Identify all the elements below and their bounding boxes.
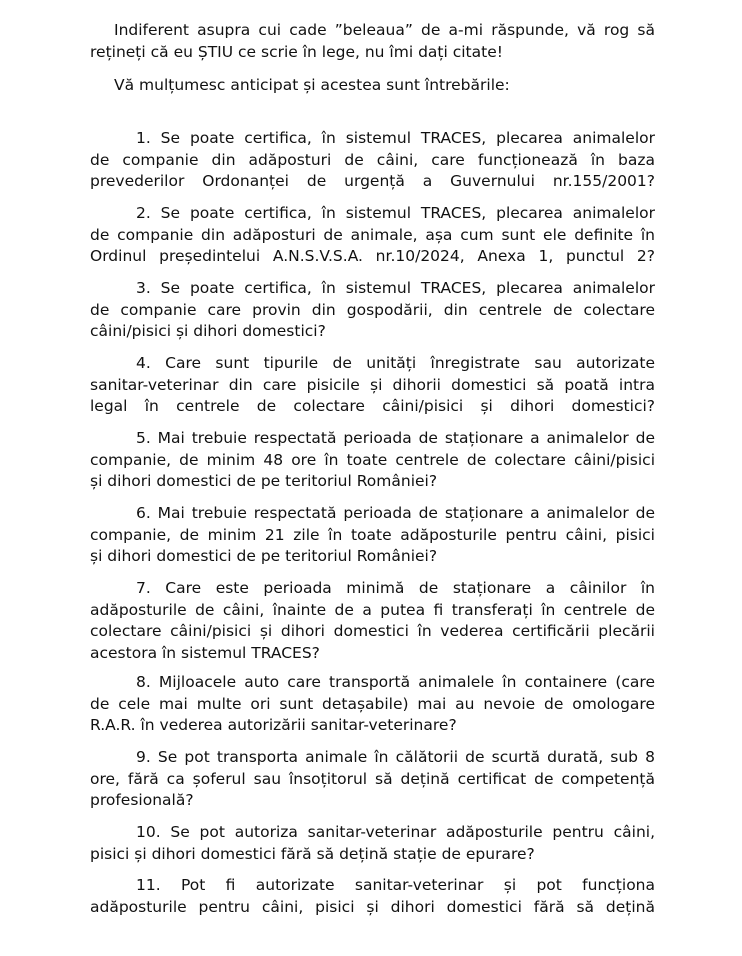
text-line: 4. Care sunt tipurile de unități înregistrate sau autorizate (136, 354, 655, 372)
text-line: ore, fără ca șoferul sau însoțitorul să dețină certificat de competență (90, 769, 655, 788)
question-4 (90, 353, 655, 418)
question-6 (90, 503, 655, 568)
thanks-paragraph (90, 75, 655, 97)
text-line: prevederilor Ordonanței de urgență a Guvernului nr.155/2001? (90, 172, 655, 190)
question-3 (90, 278, 655, 343)
question-11 (90, 875, 655, 918)
text-line: companie, de minim 21 zile în toate adăposturile pentru câini, pisici (90, 525, 655, 544)
text-line: legal în centrele de colectare câini/pisici și dihori domestici? (90, 397, 655, 415)
text-line: 6. Mai trebuie respectată perioada de staționare a animalelor de (136, 504, 655, 522)
text-line: Indiferent asupra cui cade ”beleaua” de a-mi răspunde, vă rog să (114, 21, 655, 39)
question-10 (90, 822, 655, 865)
text-line: 5. Mai trebuie respectată perioada de staționare a animalelor de (136, 429, 655, 447)
text-line: colectare câini/pisici și dihori domestici în vederea certificării plecării (90, 622, 655, 640)
text-line: de companie din adăposturi de animale, așa cum sunt ele definite în (90, 225, 655, 244)
text-line: 1. Se poate certifica, în sistemul TRACES, plecarea animalelor (136, 129, 655, 147)
question-5 (90, 428, 655, 493)
intro-paragraph (90, 20, 655, 63)
text-line: pisici și dihori domestici fără să dețină stație de epurare? (90, 844, 535, 863)
text-line: 11. Pot fi autorizate sanitar-veterinar și pot funcționa (136, 876, 655, 894)
text-line: profesională? (90, 791, 194, 809)
question-2 (90, 203, 655, 268)
text-line: 3. Se poate certifica, în sistemul TRACES, plecarea animalelor (136, 279, 655, 297)
text-line: adăposturile pentru câini, pisici și dihori domestici fără să dețină (90, 897, 655, 916)
text-line: 2. Se poate certifica, în sistemul TRACES, plecarea animalelor (136, 204, 655, 222)
text-line: 7. Care este perioada minimă de staționare a câinilor în (136, 579, 655, 597)
text-line: sanitar-veterinar din care pisicile și dihorii domestici să poată intra (90, 375, 655, 394)
text-line: acestora în sistemul TRACES? (90, 643, 320, 662)
text-line: Vă mulțumesc anticipat și acestea sunt întrebările: (114, 76, 510, 94)
text-line: de cele mai multe ori sunt detașabile) mai au nevoie de omologare (90, 694, 655, 713)
question-1 (90, 128, 655, 193)
text-line: Ordinul președintelui A.N.S.V.S.A. nr.10/2024, Anexa 1, punctul 2? (90, 247, 655, 265)
text-line: 10. Se pot autoriza sanitar-veterinar adăposturile pentru câini, (136, 823, 655, 841)
text-line: companie, de minim 48 ore în toate centrele de colectare câini/pisici (90, 450, 655, 469)
text-line: 8. Mijloacele auto care transportă animalele în containere (care (136, 673, 655, 691)
question-7 (90, 578, 655, 664)
text-line: și dihori domestici de pe teritoriul României? (90, 547, 438, 565)
text-line: de companie care provin din gospodării, din centrele de colectare (90, 300, 655, 319)
text-line: câini/pisici și dihori domestici? (90, 322, 326, 340)
question-8 (90, 672, 655, 737)
text-line: de companie din adăposturi de câini, care funcționează în baza (90, 150, 655, 169)
question-9 (90, 747, 655, 812)
text-line: și dihori domestici de pe teritoriul României? (90, 472, 438, 490)
text-line: 9. Se pot transporta animale în călătorii de scurtă durată, sub 8 (136, 748, 655, 766)
text-line: rețineți că eu ȘTIU ce scrie în lege, nu îmi dați citate! (90, 42, 503, 61)
text-line: R.A.R. în vederea autorizării sanitar-veterinare? (90, 716, 457, 734)
text-line: adăposturile de câini, înainte de a putea fi transferați în centrele de (90, 600, 655, 619)
